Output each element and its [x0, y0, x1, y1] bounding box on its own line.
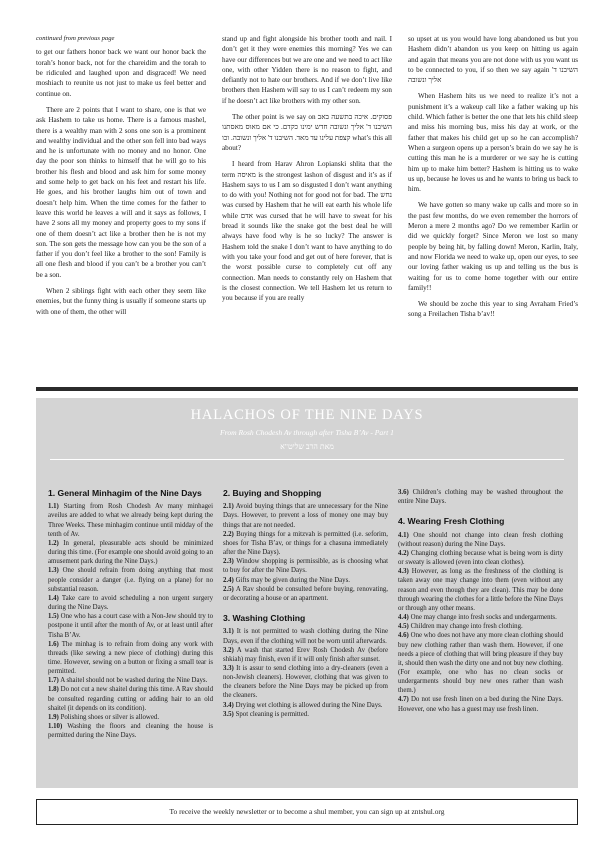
- item-text: The minhag is to refrain from doing any work with threads (like sewing a new piece of clothing) during this time. However, sewing on a button or fixing a small tear is permitted.: [48, 640, 213, 676]
- item-text: One should not change into clean fresh clothing (without reason) during the Nine Days.: [398, 531, 563, 548]
- halacha-item: [223, 557, 388, 575]
- paragraph-text: what’s this all about?: [222, 133, 392, 152]
- item-number: 2.1): [223, 503, 234, 511]
- halacha-item: [48, 594, 213, 612]
- item-text: Do not cut a new shaitel during this time. A Rav should be consulted regarding cutting or adding hair to an old shaitel (it depends on its condition).: [48, 686, 213, 712]
- section-divider: [36, 387, 578, 391]
- signup-footer: [36, 799, 578, 825]
- halacha-item: [48, 539, 213, 566]
- item-text: Polishing shoes or silver is allowed.: [60, 713, 160, 721]
- hebrew-text: השיבנו ד' אליך ונשובה: [408, 65, 578, 85]
- article-paragraph: [408, 34, 578, 85]
- item-number: 3.1): [223, 628, 234, 636]
- item-number: 4.1): [398, 531, 409, 539]
- item-text: It is not permitted to wash clothing during the Nine Days, even if the clothing will not be worn until afterwards.: [223, 628, 389, 645]
- halacha-item: [223, 502, 388, 529]
- hebrew-text: נחש: [380, 191, 392, 200]
- halacha-item: [398, 695, 563, 713]
- halachos-author: מאת הרב שליט"א: [280, 442, 334, 451]
- item-text: Gifts may be given during the Nine Days.: [235, 576, 350, 584]
- halacha-item: [48, 502, 213, 539]
- halacha-item: [398, 613, 563, 622]
- halachos-header: [36, 398, 578, 460]
- item-text: It is assur to send clothing into a dry-cleaners (even a non-Jewish cleaners). However, clothing that was given to the cleaners before the Nine Days may be picked up from the cleaners.: [223, 664, 388, 700]
- article-paragraph: [222, 159, 392, 303]
- hebrew-text: אדם: [240, 211, 253, 220]
- header-rule: [50, 459, 564, 460]
- item-number: 4.6): [398, 632, 409, 640]
- item-number: 2.4): [223, 576, 234, 584]
- item-text: Drying wet clothing is allowed during the Nine Days.: [235, 701, 383, 709]
- section-heading: 1. General Minhagim of the Nine Days: [48, 488, 202, 498]
- item-text: Take care to avoid scheduling a non urgent surgery during the Nine Days.: [48, 594, 213, 612]
- halacha-item: [398, 631, 563, 695]
- hebrew-text: איכה בתשעה באב: [317, 113, 369, 122]
- item-text: A Rav should be consulted before buying, renovating, or decorating a house or an apartment.: [223, 585, 388, 602]
- item-number: 3.2): [223, 646, 234, 654]
- hebrew-text: מאיסה: [237, 170, 256, 179]
- item-number: 4.7): [398, 696, 409, 704]
- halacha-item: [48, 713, 213, 722]
- paragraph-text: I heard from Harav Ahron Lopianski shlita that the term: [222, 160, 392, 179]
- item-number: 4.5): [398, 623, 409, 631]
- item-text: One who does not have any more clean clothing should buy new clothing rather than wash them. However, if one needs a piece of clothing that will bring pleasure if they buy it, should then wash the dirty one and not buy new clothing. (For example, one who has no clean socks or undergarments should buy new ones rather than wash them.): [398, 632, 564, 695]
- article-paragraph: stand up and fight alongside his brother tooth and nail. I don’t get it they were enemies this morning? Yes we can have our differences but we are one and we need to act like one, with other Yidden there is no reason to fight, and defiantly not to hate our brothers. And if we don’t live like brothers then Hashem will say to us I can’t redeem my son if he doesn’t act like brothers with my other son.: [222, 35, 392, 105]
- section-heading: 2. Buying and Shopping: [223, 488, 322, 498]
- signup-text[interactable]: To receive the weekly newsletter or to become a shul member, you can sign up at zntshul.org: [169, 807, 445, 816]
- item-text: One may change into fresh socks and undergarments.: [410, 614, 557, 622]
- article-paragraph: When 2 siblings fight with each other they seem like enemies, but the funny thing is usually if someone starts up with one of them, the other will: [36, 287, 206, 316]
- halacha-item: [48, 676, 213, 685]
- item-text: In general, pleasurable acts should be minimized during this time. (For example one should avoid going to an amusement park during the Nine Days.): [48, 539, 213, 566]
- halacha-item: [223, 710, 388, 719]
- section-heading: 3. Washing Clothing: [223, 613, 306, 624]
- item-number: 2.5): [223, 585, 234, 593]
- item-text: Children’s clothing may be washed throughout the entire Nine Days.: [398, 489, 564, 506]
- item-text: A shaitel should not be washed during the Nine Days.: [60, 677, 208, 685]
- halacha-item: [398, 622, 563, 631]
- item-number: 1.10): [48, 723, 63, 731]
- item-number: 1.2): [48, 539, 59, 547]
- item-number: 1.1): [48, 503, 59, 511]
- item-text: Buying things for a mitzvah is permitted (i.e. seforim, shoes for Tisha B’av, or things for a chasuna immediately after the Nine Days).: [223, 530, 388, 557]
- article-paragraph: [222, 112, 392, 153]
- halacha-item: [223, 530, 388, 557]
- halachos-column-3: [398, 488, 563, 714]
- item-text: Avoid buying things that are unnecessary for the Nine Days. However, to prevent a loss of money one may buy things that are not needed.: [223, 503, 388, 529]
- item-number: 1.9): [48, 713, 59, 721]
- article-body: [36, 34, 578, 378]
- halacha-item: [398, 549, 563, 567]
- item-text: Changing clothing because what is being worn is dirty or sweaty is allowed (even into clean clothes).: [398, 549, 563, 567]
- halacha-item: [398, 488, 563, 506]
- section-heading: 4. Wearing Fresh Clothing: [398, 516, 505, 527]
- paragraph-text: The other point is we say on: [232, 113, 316, 122]
- halacha-item: [223, 664, 388, 701]
- halacha-item: [223, 646, 388, 664]
- item-number: 4.2): [398, 549, 409, 557]
- item-number: 4.3): [398, 568, 409, 576]
- article-column-1: [36, 34, 206, 317]
- item-text: Spot cleaning is permitted.: [235, 710, 309, 718]
- item-number: 2.2): [223, 530, 234, 538]
- item-number: 2.3): [223, 558, 234, 566]
- halachos-title: HALACHOS OF THE NINE DAYS: [190, 407, 424, 423]
- item-text: However, as long as the freshness of the clothing is taken away one may change into them (even without any reason and even though they are clean). This may be done through wearing the clothes for a little before the Nine Days or through any other means.: [398, 568, 563, 612]
- article-paragraph: to get our fathers honor back we want our honor back the torah’s honor back, not for the chareidim and the torah to be ridiculed and laughed upon and disgraced! We need moshiach to reunite us not just to make us feel better and continue on.: [36, 48, 206, 98]
- halacha-item: [48, 722, 213, 740]
- item-number: 1.5): [48, 613, 59, 621]
- halachos-box: [36, 398, 578, 788]
- item-number: 1.7): [48, 677, 59, 685]
- halacha-item: [223, 585, 388, 603]
- item-text: Starting from Rosh Chodesh Av many minhagei aveilus are added to what we already being kept during the Three Weeks. These minhagim continue until midday of the tenth of Av.: [48, 503, 213, 538]
- halacha-item: [48, 685, 213, 712]
- hebrew-text: פסוקים. השיבנו ד' אליך ונשובה חדש ימינו כקדם. כי אם מאוס מאסתנו קצפת עלינו עד מאד. השיבנו ד' אליך ונשובה. וכו: [222, 113, 392, 142]
- halacha-item: [223, 627, 388, 645]
- item-text: Washing the floors and cleaning the house is permitted during the Nine Days.: [48, 723, 213, 740]
- item-number: 1.3): [48, 567, 59, 575]
- halachos-subtitle: From Rosh Chodesh Av through after Tisha B’Av - Part 1: [220, 428, 394, 437]
- item-number: 1.8): [48, 686, 59, 694]
- article-paragraph: We have gotten so many wake up calls and more so in the past few months, do we even remember the horrors of Meron a mere 2 months ago? Do we remember Karlin or did we quickly forget? Since Meron we lost so many people by being hit, by falling down! Meron, Karlin, Italy, and now Florida we need to wake up, open our eyes, to see our loving father waking us up and telling us the bus is waiting for us to come home together with our entire family!!: [408, 201, 578, 292]
- item-text: A wash that started Erev Rosh Chodesh Av (before shkiah) may finish, even if it will only finish after sunset.: [223, 646, 388, 663]
- article-paragraph: We should be zoche this year to sing Avraham Fried’s song a Freilachen Tisha b’av!!: [408, 300, 578, 319]
- halacha-item: [48, 566, 213, 593]
- article-paragraph: There are 2 points that I want to share, one is that we ask Hashem to take us home. There is a famous mashel, there is a wealthy man with 2 sons one son is a prominent and wealthy individual and the other son fell into bad ways and he is unfortunate with no money and no honor. One day the poor son thinks to himself that he will go to his brother his flesh and blood and ask him for some money and some help to get back on his feet and restart his life. He goes, and his brother laughs him out of town and doesn’t help him. When the time comes for the father to leave this world he leaves a will and it says as follows, I have 2 sons all my money and property goes to my sons if one of them doesn’t act like a brother then he is not my son. The son gets the message how can you be the son of a father if you don’t feel like a brother to the son! Family is all one flesh and blood if you can’t be a brother you can’t be a son.: [36, 105, 206, 279]
- paragraph-text: is the strongest lashon of disgust and it’s as if Hashem says to us I am so disgusted I don’t want anything to do with you! Nothing not for good not for bad. The: [222, 170, 392, 200]
- item-number: 4.4): [398, 614, 409, 622]
- item-number: 1.6): [48, 640, 59, 648]
- halacha-item: [398, 567, 563, 613]
- article-column-3: [408, 34, 578, 320]
- item-number: 3.4): [223, 701, 234, 709]
- paragraph-text: was cursed that he will have to sweat for his bread it sounds like the snake got the best deal he will always have food why is he so lucky? The answer is Hashem told the snake I don’t want to have anything to do with you take your food and get out of here forever, that is the worst possible curse to completely cut off any connection. Man needs to constantly rely on Hashem that is the closest connection. We tell Hashem let us return to you because if you are really: [222, 211, 392, 303]
- paragraph-text: so upset at us you would have long abandoned us but you Hashem didn’t abandon us you keep on hitting us again and again that means you are not done with us you want us to be connected to you, if so then we say again: [408, 35, 578, 74]
- halacha-item: [48, 640, 213, 677]
- item-number: 3.3): [223, 664, 234, 672]
- halacha-item: [223, 576, 388, 585]
- halacha-item: [48, 612, 213, 639]
- item-text: One who has a court case with a Non-Jew should try to postpone it until after the month of Av, or at least until after Tisha B’Av.: [48, 613, 213, 639]
- halachos-column-2: [223, 488, 388, 719]
- item-text: One should refrain from doing anything that most people consider a danger (i.e. flying on a plane) for no substantial reason.: [48, 567, 213, 593]
- item-text: Do not use fresh linen on a bed during the Nine Days. However, one who has a guest may use fresh linen.: [398, 696, 563, 713]
- halachos-column-1: [48, 488, 213, 740]
- article-paragraph: When Hashem hits us we need to realize it’s not a punishment it’s a wakeup call like a father waking up his child. Which father is better the one that lets his child sleep and miss his morning bus, miss his day at work, or the father that makes his child get up so he can accomplish? When a surgeon opens up a person’s brain do we say he is cutting this man he is a murderer or we say he is cutting him up to make him better? Hashem is hitting us to wake us up, because he loves us and he wants to bring us back to him.: [408, 92, 578, 194]
- continued-note: continued from previous page: [36, 35, 115, 42]
- item-number: 1.4): [48, 594, 59, 602]
- article-column-2: [222, 34, 392, 303]
- item-number: 3.6): [398, 489, 409, 496]
- item-number: 3.5): [223, 710, 234, 718]
- item-text: Children may change into fresh clothing.: [410, 623, 523, 631]
- item-text: Window shopping is permissible, as is choosing what to buy for after the Nine Days.: [223, 558, 388, 575]
- halacha-item: [223, 701, 388, 710]
- paragraph-text: was cursed by Hashem that he will eat earth his whole life while: [222, 201, 392, 220]
- halacha-item: [398, 531, 563, 549]
